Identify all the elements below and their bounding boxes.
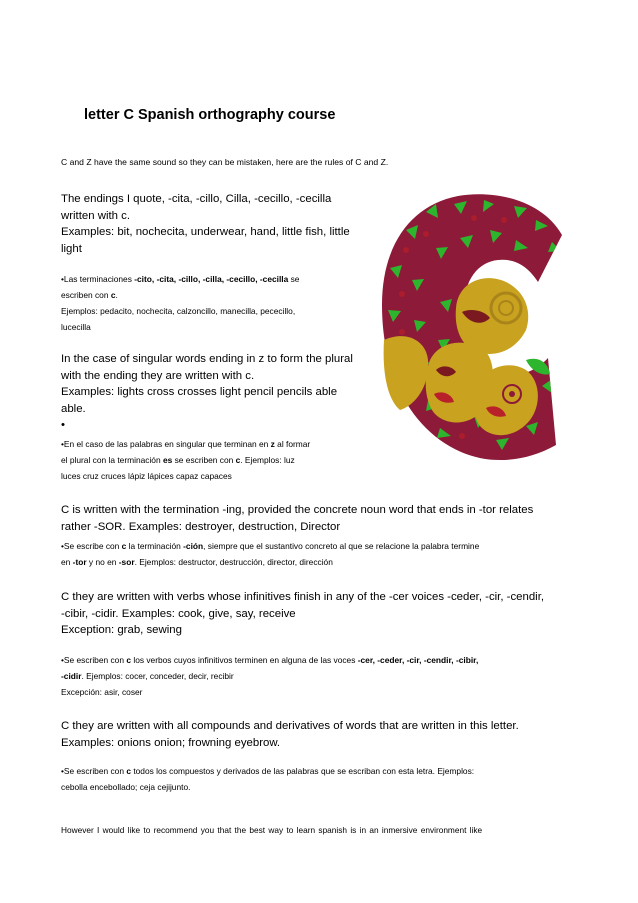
rule2-en-line: In the case of singular words ending in z to form the plural bbox=[61, 353, 353, 365]
rule4-en-line: C they are written with verbs whose infinitives finish in any of the -cer voices -ceder, -cir, -cendir, bbox=[61, 591, 545, 603]
rule2-es-line: •En el caso de las palabras en singular que terminan en z al formar bbox=[61, 439, 311, 449]
rule1-en-line: The endings I quote, -cita, -cillo, Cilla, -cecillo, -cecilla bbox=[61, 193, 332, 205]
rule3-es-line: •Se escribe con c la terminación -ción, siempre que el sustantivo concreto al que se relacione la palabra termine bbox=[61, 541, 480, 551]
rule4-spanish bbox=[61, 652, 621, 700]
rule2-es-line: luces cruz cruces lápiz lápices capaz capaces bbox=[61, 471, 232, 481]
rule1-en-line: Examples: bit, nochecita, underwear, hand, little fish, little bbox=[61, 226, 350, 238]
rule5-en-line: Examples: onions onion; frowning eyebrow. bbox=[61, 736, 281, 749]
rule3-spanish bbox=[61, 538, 621, 570]
rule4-es-line: -cidir. Ejemplos: cocer, conceder, decir, recibir bbox=[61, 671, 234, 681]
rule2-es-line: el plural con la terminación es se escriben con c. Ejemplos: luz bbox=[61, 455, 295, 465]
rule3-es-line: en -tor y no en -sor. Ejemplos: destructor, destrucción, director, dirección bbox=[61, 557, 333, 567]
rule4-en-line: -cibir, -cidir. Examples: cook, give, say, receive bbox=[61, 607, 296, 620]
rule1-es-line: Ejemplos: pedacito, nochecita, calzoncillo, manecilla, pececillo, bbox=[61, 306, 296, 316]
rule1-en-line: written with c. bbox=[61, 209, 130, 222]
intro-paragraph: C and Z have the same sound so they can be mistaken, here are the rules of C and Z. bbox=[61, 157, 389, 167]
rule2-en-line: • bbox=[61, 419, 65, 431]
page-title: letter C Spanish orthography course bbox=[84, 107, 336, 123]
rule2-en-line: with the ending they are written with c. bbox=[61, 369, 255, 382]
rule1-english bbox=[61, 191, 371, 257]
rule4-es-line: •Se escriben con c los verbos cuyos infinitivos terminen en alguna de las voces -cer, -ceder, -cir, -cendir, -cibir, bbox=[61, 655, 479, 665]
decorated-letter-c-icon bbox=[366, 190, 580, 474]
rule2-english bbox=[61, 351, 371, 434]
rule1-es-line: lucecilla bbox=[61, 322, 91, 332]
rule4-en-line: Exception: grab, sewing bbox=[61, 624, 182, 636]
rule2-en-line: Examples: lights cross crosses light pencil pencils able bbox=[61, 386, 338, 398]
rule1-en-line: light bbox=[61, 242, 82, 255]
rule3-english bbox=[61, 502, 621, 535]
footer-paragraph: However I would like to recommend you that the best way to learn spanish is in an inmersive environment like bbox=[61, 825, 483, 835]
rule4-es-line: Excepción: asir, coser bbox=[61, 687, 143, 697]
rule5-english bbox=[61, 718, 621, 751]
rule5-spanish bbox=[61, 763, 621, 795]
rule1-spanish bbox=[61, 271, 371, 335]
rule2-en-line: able. bbox=[61, 402, 86, 415]
rule3-en-line: rather -SOR. Examples: destroyer, destruction, Director bbox=[61, 520, 341, 533]
rule5-es-line: •Se escriben con c todos los compuestos y derivados de las palabras que se escriban con esta letra. Ejemplos: bbox=[61, 766, 475, 776]
rule1-es-line: escriben con c. bbox=[61, 290, 118, 300]
rule2-spanish bbox=[61, 436, 371, 484]
rule5-es-line: cebolla encebollado; ceja cejijunto. bbox=[61, 782, 191, 792]
rule3-en-line: C is written with the termination -ing, provided the concrete noun word that ends in -tor relates bbox=[61, 504, 534, 516]
rule5-en-line: C they are written with all compounds and derivatives of words that are written in this letter. bbox=[61, 720, 519, 732]
rule4-english bbox=[61, 589, 621, 639]
rule1-es-line: •Las terminaciones -cito, -cita, -cillo, -cilla, -cecillo, -cecilla se bbox=[61, 274, 300, 284]
